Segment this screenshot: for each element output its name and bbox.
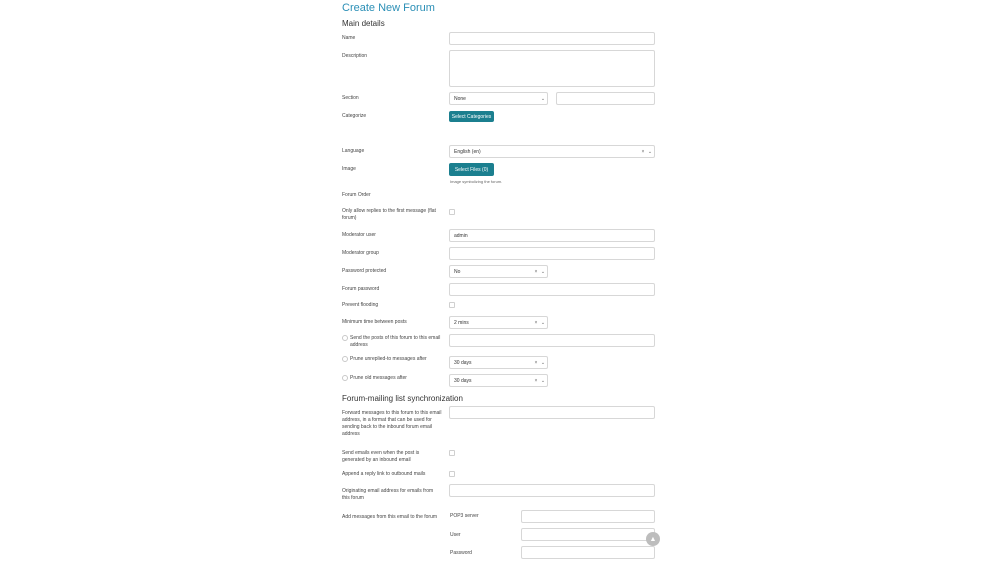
section-mailing: Forum-mailing list synchronization [342, 394, 463, 403]
chevron-down-icon: ⌄ [540, 319, 546, 326]
pop3-server-input[interactable] [521, 510, 655, 523]
moderator-group-label: Moderator group [342, 250, 379, 256]
prune-old-radio[interactable] [342, 375, 348, 381]
send-posts-radio[interactable] [342, 335, 348, 341]
description-textarea[interactable] [449, 50, 655, 87]
chevron-down-icon: ⌄ [540, 359, 546, 366]
prune-unreplied-radio[interactable] [342, 356, 348, 362]
forward-input[interactable] [449, 406, 655, 419]
section-extra-input[interactable] [556, 92, 655, 105]
append-reply-checkbox[interactable] [449, 471, 455, 477]
send-emails-label: Send emails even when the post is generated by an inbound email [342, 450, 420, 463]
pop3-password-input[interactable] [521, 546, 655, 559]
originating-label: Originating email address for emails from this forum [342, 488, 434, 501]
forum-order-label: Forum Order [342, 192, 371, 198]
prune-old-label: Prune old messages after [350, 375, 407, 381]
section-label: Section [342, 95, 359, 101]
chevron-down-icon: ⌄ [540, 268, 546, 275]
description-label: Description [342, 53, 368, 59]
prune-unreplied-value: 30 days [454, 359, 472, 366]
name-input[interactable] [449, 32, 655, 45]
password-protected-value: No [454, 268, 461, 275]
moderator-group-input[interactable] [449, 247, 655, 260]
image-label: Image [342, 166, 356, 172]
chevron-down-icon: ⌄ [647, 148, 653, 155]
only-first-label: Only allow replies to the first message (flat forum) [342, 208, 436, 221]
only-first-checkbox[interactable] [449, 209, 455, 215]
append-reply-label: Append a reply link to outbound mails [342, 471, 426, 477]
pop3-server-label: POP3 server [450, 513, 479, 519]
page-title: Create New Forum [342, 2, 435, 14]
chevron-down-icon: ⌄ [540, 377, 546, 384]
prune-unreplied-select[interactable] [449, 356, 548, 369]
clear-icon[interactable]: × [534, 268, 538, 275]
min-time-value: 2 mins [454, 319, 469, 326]
select-categories-button[interactable]: Select Categories [449, 111, 494, 122]
categorize-label: Categorize [342, 113, 367, 119]
moderator-user-input[interactable] [449, 229, 655, 242]
clear-icon[interactable]: × [534, 359, 538, 366]
originating-input[interactable] [449, 484, 655, 497]
name-label: Name [342, 35, 356, 41]
prevent-flooding-checkbox[interactable] [449, 302, 455, 308]
select-files-button[interactable]: Select Files (0) [449, 163, 494, 176]
section-select[interactable] [449, 92, 548, 105]
language-select-value: English (en) [454, 148, 481, 155]
section-main-details: Main details [342, 19, 385, 28]
pop3-user-label: User [450, 532, 461, 538]
clear-icon[interactable]: × [534, 377, 538, 384]
moderator-user-label: Moderator user [342, 232, 376, 238]
prevent-flooding-label: Prevent flooding [342, 302, 379, 308]
arrow-up-icon[interactable]: ▲ [646, 532, 660, 546]
add-messages-label: Add messages from this email to the forum [342, 514, 438, 520]
clear-icon[interactable]: × [641, 148, 645, 155]
forward-label: Forward messages to this forum to this email address, in a format that can be used for sending back to the inbound forum email address [342, 410, 442, 437]
language-select[interactable] [449, 145, 655, 158]
language-label: Language [342, 148, 365, 154]
prune-old-select[interactable] [449, 374, 548, 387]
min-time-label: Minimum time between posts [342, 319, 407, 325]
section-select-value: None [454, 95, 466, 102]
send-emails-checkbox[interactable] [449, 450, 455, 456]
image-help-text: Image symbolizing the forum. [450, 179, 503, 184]
pop3-password-label: Password [450, 550, 472, 556]
min-time-select[interactable] [449, 316, 548, 329]
clear-icon[interactable]: × [534, 319, 538, 326]
prune-old-value: 30 days [454, 377, 472, 384]
send-posts-input[interactable] [449, 334, 655, 347]
password-protected-label: Password protected [342, 268, 387, 274]
prune-unreplied-label: Prune unreplied-to messages after [350, 356, 427, 362]
password-protected-select[interactable] [449, 265, 548, 278]
pop3-user-input[interactable] [521, 528, 655, 541]
send-posts-label: Send the posts of this forum to this email address [350, 335, 441, 348]
forum-password-input[interactable] [449, 283, 655, 296]
chevron-down-icon: ⌄ [540, 95, 546, 102]
forum-password-label: Forum password [342, 286, 380, 292]
moderator-user-value: admin [454, 232, 468, 239]
